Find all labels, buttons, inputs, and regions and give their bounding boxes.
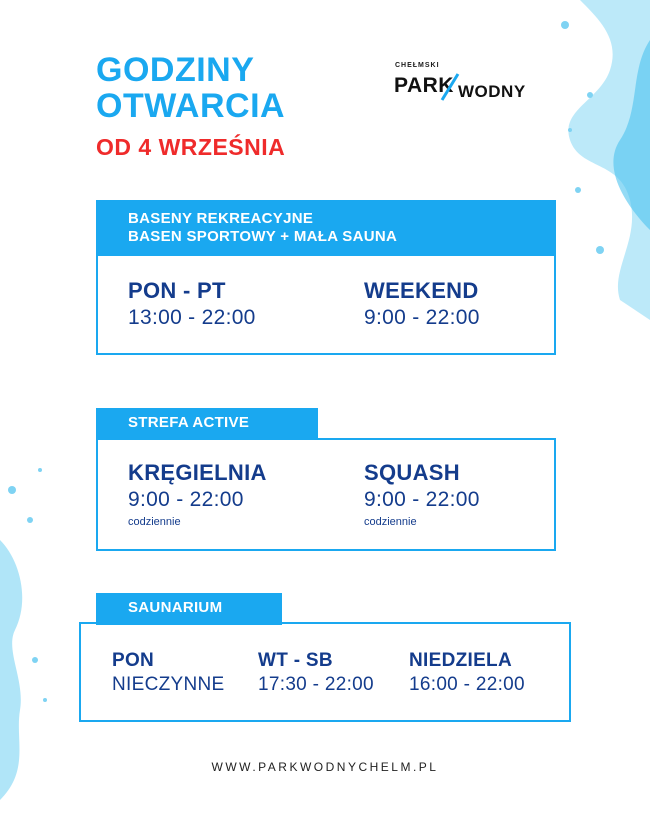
saunarium-hours-box xyxy=(79,622,571,722)
baseny-weekday-label: PON - PT xyxy=(128,278,226,303)
baseny-hours-box xyxy=(96,252,556,355)
logo-small-text: CHEŁMSKI xyxy=(395,62,440,69)
baseny-weekend-label: WEEKEND xyxy=(364,278,479,303)
kregielnia-note: codziennie xyxy=(128,516,181,528)
saunarium-monday-column xyxy=(112,650,225,696)
page-subtitle: OD 4 WRZEŚNIA xyxy=(96,134,286,160)
baseny-weekday-hours: 13:00 - 22:00 xyxy=(128,306,256,329)
title-line-1: GODZINY xyxy=(96,51,255,89)
baseny-weekday-column xyxy=(128,278,256,330)
baseny-header-line-1: BASENY REKREACYJNE xyxy=(128,210,314,227)
park-wodny-logo xyxy=(390,60,550,112)
saunarium-sunday-hours: 16:00 - 22:00 xyxy=(409,674,525,695)
saunarium-weekday-hours: 17:30 - 22:00 xyxy=(258,674,374,695)
saunarium-sunday-label: NIEDZIELA xyxy=(409,650,512,671)
squash-column xyxy=(364,460,480,528)
squash-hours: 9:00 - 22:00 xyxy=(364,488,480,511)
kregielnia-column xyxy=(128,460,267,528)
kregielnia-label: KRĘGIELNIA xyxy=(128,460,267,485)
website-url[interactable]: WWW.PARKWODNYCHELM.PL xyxy=(211,760,439,774)
logo-wodny-text: WODNY xyxy=(458,82,526,101)
active-hours-box xyxy=(96,438,556,551)
kregielnia-hours: 9:00 - 22:00 xyxy=(128,488,244,511)
baseny-weekend-column xyxy=(364,278,480,330)
baseny-header-line-2: BASEN SPORTOWY + MAŁA SAUNA xyxy=(128,228,398,245)
saunarium-weekday-column xyxy=(258,650,374,696)
logo-park-text: PARK xyxy=(394,74,454,97)
saunarium-sunday-column xyxy=(409,650,525,696)
saunarium-header-band: SAUNARIUM xyxy=(96,593,282,625)
saunarium-monday-hours: NIECZYNNE xyxy=(112,674,225,695)
water-splash-left xyxy=(0,460,60,810)
saunarium-weekday-label: WT - SB xyxy=(258,650,333,671)
baseny-weekend-hours: 9:00 - 22:00 xyxy=(364,306,480,329)
title-line-2: OTWARCIA xyxy=(96,87,286,125)
squash-label: SQUASH xyxy=(364,460,460,485)
saunarium-monday-label: PON xyxy=(112,650,155,671)
page-title xyxy=(96,52,285,124)
baseny-header-band xyxy=(96,200,556,256)
squash-note: codziennie xyxy=(364,516,417,528)
active-header-band: STREFA ACTIVE xyxy=(96,408,318,440)
